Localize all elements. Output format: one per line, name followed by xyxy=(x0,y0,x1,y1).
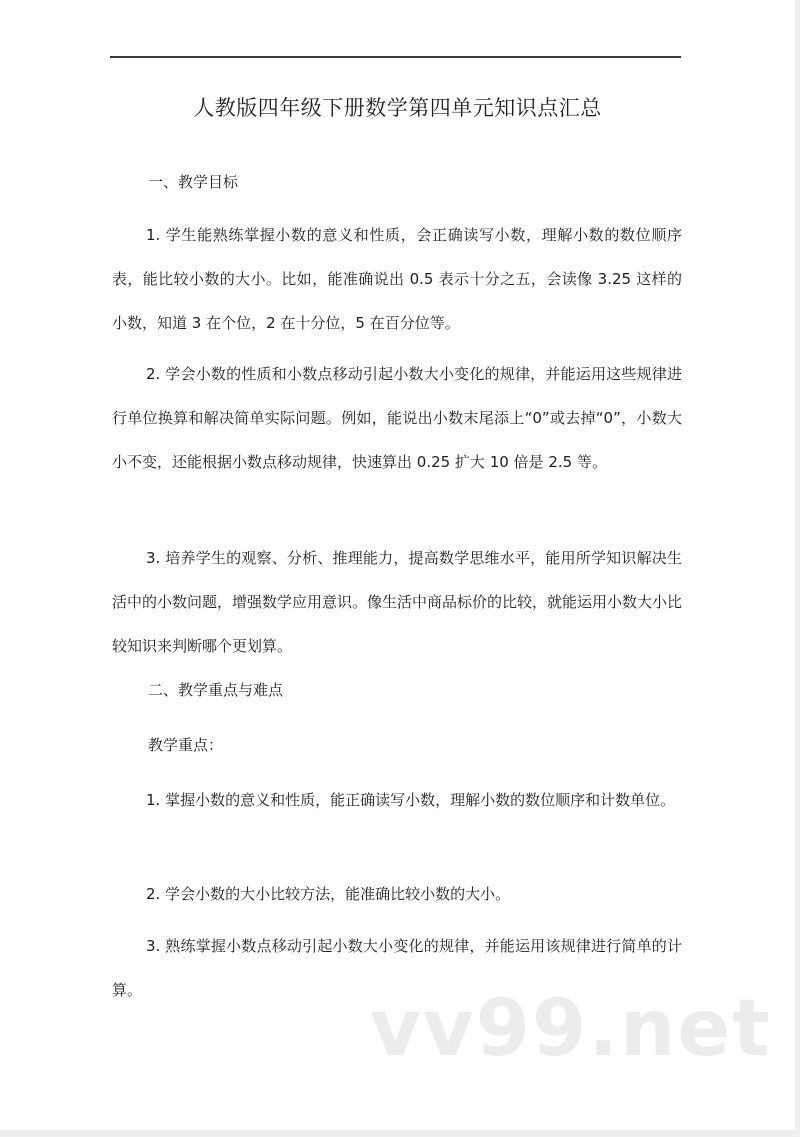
key-point-item-2: 2. 学会小数的大小比较方法，能准确比较小数的大小。 xyxy=(146,885,511,903)
subheading-key-points: 教学重点： xyxy=(148,736,224,754)
section-heading-key-points: 二、教学重点与难点 xyxy=(148,681,284,699)
key-point-item-1: 1. 掌握小数的意义和性质，能正确读写小数，理解小数的数位顺序和计数单位。 xyxy=(146,791,676,809)
page-title: 人教版四年级下册数学第四单元知识点汇总 xyxy=(193,96,602,120)
section-heading-objectives: 一、教学目标 xyxy=(148,173,239,191)
objective-item-3: 3. 培养学生的观察、分析、推理能力，提高数学思维水平，能用所学知识解决生活中的小数问题，增强数学应用意识。像生活中商品标价的比较，就能运用小数大小比较知识来判断哪个更划算。 xyxy=(112,549,683,655)
header-rule xyxy=(110,56,681,58)
objective-item-2: 2. 学会小数的性质和小数点移动引起小数大小变化的规律，并能运用这些规律进行单位换算和解决简单实际问题。例如，能说出小数末尾添上“0”或去掉“0”，小数大小不变，还能根据小数点移动规律，快速算出 0.25 扩大 10 倍是 2.5 等。 xyxy=(112,365,682,471)
watermark-text: vv99.net xyxy=(370,984,772,1074)
objective-item-1: 1. 学生能熟练掌握小数的意义和性质，会正确读写小数，理解小数的数位顺序表，能比较小数的大小。比如，能准确说出 0.5 表示十分之五，会读像 3.25 这样的小数，知道 3 在个位，2 在十分位，5 在百分位等。 xyxy=(112,226,682,332)
key-point-item-3: 3. 熟练掌握小数点移动引起小数大小变化的规律，并能运用该规律进行简单的计算。 xyxy=(112,937,682,999)
